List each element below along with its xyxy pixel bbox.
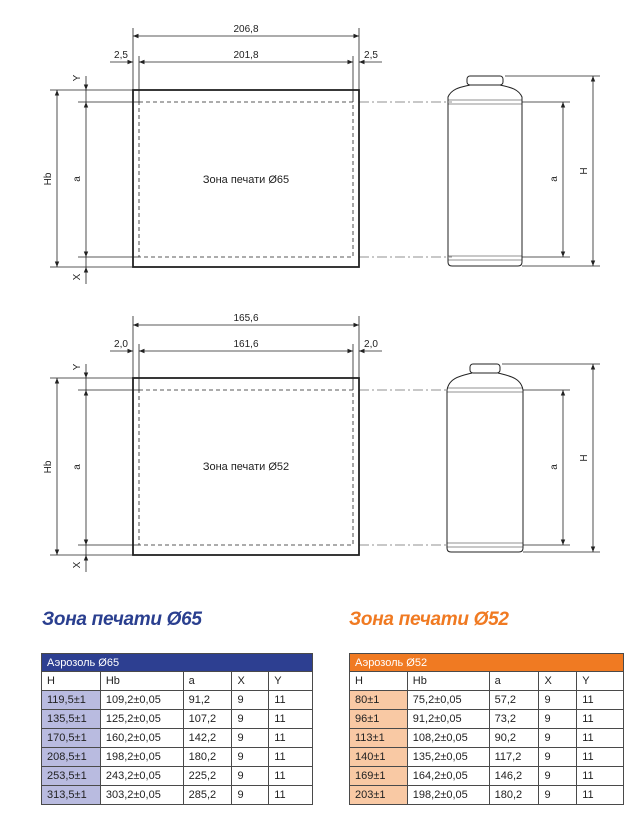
cell-x: 9 <box>539 767 577 786</box>
table-row <box>350 729 624 748</box>
section-title-65: Зона печати Ø65 <box>42 609 202 630</box>
diagram-65 <box>50 28 600 284</box>
cell-a: 180,2 <box>183 748 232 767</box>
table-row <box>350 691 624 710</box>
column-header: X <box>539 672 577 691</box>
label-y-65: Y <box>72 74 83 82</box>
cell-h: 170,5±1 <box>42 729 101 748</box>
cell-y: 11 <box>577 710 624 729</box>
cell-a: 146,2 <box>489 767 539 786</box>
margin-left-65: 2,5 <box>114 50 128 61</box>
cell-h: 119,5±1 <box>42 691 101 710</box>
cell-h: 208,5±1 <box>42 748 101 767</box>
table-caption-row <box>350 654 624 672</box>
column-header: a <box>183 672 232 691</box>
cell-h: 140±1 <box>350 748 408 767</box>
label-x-65: X <box>72 273 83 281</box>
cell-hb: 109,2±0,05 <box>100 691 183 710</box>
column-header: Y <box>577 672 624 691</box>
cell-a: 73,2 <box>489 710 539 729</box>
column-header: H <box>42 672 101 691</box>
label-a-52: a <box>72 464 83 470</box>
cell-a: 225,2 <box>183 767 232 786</box>
table-row <box>42 691 313 710</box>
cell-hb: 198,2±0,05 <box>407 786 489 805</box>
column-header: Hb <box>100 672 183 691</box>
cell-hb: 160,2±0,05 <box>100 729 183 748</box>
table-row <box>350 748 624 767</box>
cell-h: 80±1 <box>350 691 408 710</box>
label-hb-65: Hb <box>43 172 54 186</box>
cell-y: 11 <box>577 767 624 786</box>
cell-a: 180,2 <box>489 786 539 805</box>
spec-table-52 <box>349 653 624 805</box>
cell-y: 11 <box>577 748 624 767</box>
cell-x: 9 <box>232 710 269 729</box>
label-hb-52: Hb <box>43 460 54 474</box>
column-header: a <box>489 672 539 691</box>
cell-x: 9 <box>232 767 269 786</box>
cell-x: 9 <box>539 748 577 767</box>
cell-h: 313,5±1 <box>42 786 101 805</box>
cell-y: 11 <box>269 748 313 767</box>
overall-width-52: 165,6 <box>233 313 259 324</box>
column-header: Y <box>269 672 313 691</box>
margin-left-52: 2,0 <box>114 339 128 350</box>
cell-a: 107,2 <box>183 710 232 729</box>
cell-x: 9 <box>232 748 269 767</box>
cell-y: 11 <box>577 691 624 710</box>
cell-y: 11 <box>577 786 624 805</box>
cell-y: 11 <box>269 786 313 805</box>
cell-x: 9 <box>539 729 577 748</box>
cell-h: 169±1 <box>350 767 408 786</box>
table-caption-65: Аэрозоль Ø65 <box>42 654 313 672</box>
cell-hb: 75,2±0,05 <box>407 691 489 710</box>
cell-hb: 198,2±0,05 <box>100 748 183 767</box>
cell-h: 135,5±1 <box>42 710 101 729</box>
table-caption-row <box>42 654 313 672</box>
cell-x: 9 <box>539 691 577 710</box>
cell-a: 91,2 <box>183 691 232 710</box>
table-caption-52: Аэрозоль Ø52 <box>350 654 624 672</box>
cell-h: 113±1 <box>350 729 408 748</box>
table-row <box>350 786 624 805</box>
section-title-52: Зона печати Ø52 <box>349 609 509 630</box>
cell-x: 9 <box>232 786 269 805</box>
overall-width-65: 206,8 <box>233 24 259 35</box>
table-row <box>42 710 313 729</box>
cell-hb: 164,2±0,05 <box>407 767 489 786</box>
cell-h: 253,5±1 <box>42 767 101 786</box>
margin-right-52: 2,0 <box>364 339 378 350</box>
can-label-h-65: H <box>579 167 590 175</box>
can-label-h-52: H <box>579 454 590 462</box>
can-label-a-65: a <box>549 176 560 182</box>
column-header: Hb <box>407 672 489 691</box>
table-header-row <box>42 672 313 691</box>
table-row <box>42 767 313 786</box>
cell-a: 142,2 <box>183 729 232 748</box>
cell-a: 57,2 <box>489 691 539 710</box>
aerosol-can-52-icon <box>447 364 523 552</box>
cell-y: 11 <box>269 691 313 710</box>
cell-y: 11 <box>269 767 313 786</box>
margin-right-65: 2,5 <box>364 50 378 61</box>
cell-x: 9 <box>539 710 577 729</box>
inner-width-65: 201,8 <box>233 50 259 61</box>
cell-h: 203±1 <box>350 786 408 805</box>
zone-label-52: Зона печати Ø52 <box>202 461 290 473</box>
cell-y: 11 <box>269 710 313 729</box>
table-row <box>42 729 313 748</box>
column-header: H <box>350 672 408 691</box>
table-row <box>42 748 313 767</box>
cell-a: 285,2 <box>183 786 232 805</box>
cell-x: 9 <box>232 691 269 710</box>
cell-hb: 125,2±0,05 <box>100 710 183 729</box>
cell-hb: 243,2±0,05 <box>100 767 183 786</box>
cell-hb: 303,2±0,05 <box>100 786 183 805</box>
cell-x: 9 <box>539 786 577 805</box>
cell-y: 11 <box>577 729 624 748</box>
table-row <box>350 767 624 786</box>
table-header-row <box>350 672 624 691</box>
table-row <box>350 710 624 729</box>
cell-y: 11 <box>269 729 313 748</box>
spec-table-65 <box>41 653 313 805</box>
can-label-a-52: a <box>549 464 560 470</box>
cell-x: 9 <box>232 729 269 748</box>
diagram-52 <box>50 316 600 572</box>
cell-a: 117,2 <box>489 748 539 767</box>
inner-width-52: 161,6 <box>233 339 259 350</box>
label-x-52: X <box>72 561 83 569</box>
cell-hb: 108,2±0,05 <box>407 729 489 748</box>
label-y-52: Y <box>72 363 83 371</box>
cell-h: 96±1 <box>350 710 408 729</box>
label-a-65: a <box>72 176 83 182</box>
table-row <box>42 786 313 805</box>
zone-label-65: Зона печати Ø65 <box>202 174 290 186</box>
column-header: X <box>232 672 269 691</box>
aerosol-can-65-icon <box>448 76 522 266</box>
cell-hb: 135,2±0,05 <box>407 748 489 767</box>
cell-hb: 91,2±0,05 <box>407 710 489 729</box>
cell-a: 90,2 <box>489 729 539 748</box>
